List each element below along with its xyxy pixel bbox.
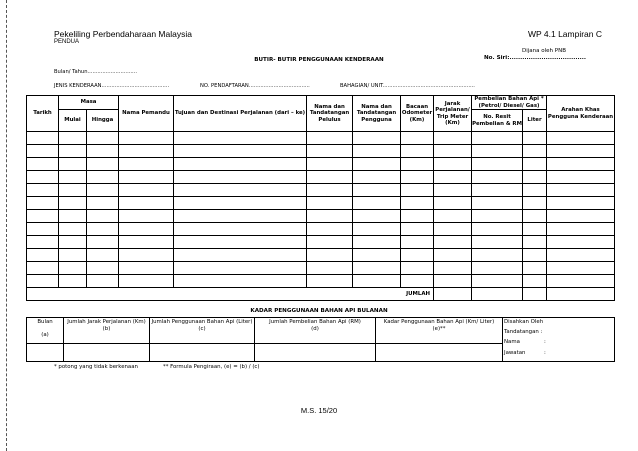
table-cell[interactable] <box>87 145 119 158</box>
fuel-cell-jarak[interactable] <box>64 344 150 362</box>
fuel-col-penggunaan-label: Jumlah Penggunaan Bahan Api (Liter) <box>151 319 253 325</box>
registration-number-field: NO. PENDAFTARAN..................................... <box>200 83 310 89</box>
total-row <box>27 288 615 301</box>
table-cell[interactable] <box>547 249 615 262</box>
header-nama-pelulus: Nama dan Tandatangan Pelulus <box>307 96 353 132</box>
table-cell[interactable] <box>353 145 401 158</box>
table-cell[interactable] <box>401 223 434 236</box>
table-cell[interactable] <box>119 236 174 249</box>
table-row <box>27 210 615 223</box>
fuel-col-jarak-code: (b) <box>102 325 111 332</box>
fuel-rate-table <box>26 317 615 362</box>
table-cell[interactable] <box>547 275 615 288</box>
header-mulai: Mulai <box>59 110 87 132</box>
header-arahan-khas: Arahan Khas Pengguna Kenderaan <box>547 96 615 132</box>
table-cell[interactable] <box>59 249 87 262</box>
table-row <box>27 249 615 262</box>
table-cell[interactable] <box>434 262 472 275</box>
table-cell[interactable] <box>353 262 401 275</box>
fuel-cell-kadar[interactable] <box>376 344 503 362</box>
table-row <box>27 275 615 288</box>
table-cell[interactable] <box>547 184 615 197</box>
department-field: BAHAGIAN/ UNIT........................................................ <box>340 83 475 89</box>
table-cell[interactable] <box>174 262 307 275</box>
form-title: BUTIR- BUTIR PENGGUNAAN KENDERAAN <box>254 57 384 63</box>
table-cell[interactable] <box>307 275 353 288</box>
header-masa: Masa <box>59 96 119 110</box>
table-cell[interactable] <box>174 236 307 249</box>
table-cell[interactable] <box>523 132 547 145</box>
table-cell[interactable] <box>547 197 615 210</box>
header-nama-pemandu: Nama Pemandu <box>119 96 174 132</box>
table-cell[interactable] <box>27 184 59 197</box>
header-liter: Liter <box>523 110 547 132</box>
table-row <box>27 132 615 145</box>
table-cell[interactable] <box>401 145 434 158</box>
table-cell[interactable] <box>27 132 59 145</box>
fuel-col-jarak-label: Jumlah Jarak Perjalanan (Km) <box>67 319 146 325</box>
table-cell[interactable] <box>174 249 307 262</box>
table-cell[interactable] <box>59 197 87 210</box>
table-cell[interactable] <box>353 275 401 288</box>
table-cell[interactable] <box>27 210 59 223</box>
table-row <box>27 223 615 236</box>
table-cell[interactable] <box>434 158 472 171</box>
table-cell[interactable] <box>119 184 174 197</box>
table-cell[interactable] <box>434 249 472 262</box>
table-cell[interactable] <box>174 223 307 236</box>
total-cell[interactable] <box>523 288 547 301</box>
table-cell[interactable] <box>59 158 87 171</box>
table-cell[interactable] <box>119 262 174 275</box>
approval-name-label: Nama <box>504 338 520 345</box>
table-cell[interactable] <box>87 210 119 223</box>
table-cell[interactable] <box>307 249 353 262</box>
table-row <box>27 158 615 171</box>
table-cell[interactable] <box>174 158 307 171</box>
table-cell[interactable] <box>401 158 434 171</box>
vehicle-type-field: JENIS KENDERAAN......................................... <box>54 83 170 89</box>
table-cell[interactable] <box>174 132 307 145</box>
table-cell[interactable] <box>119 132 174 145</box>
fuel-col-penggunaan-code: (c) <box>198 325 206 332</box>
fuel-col-kadar <box>376 318 503 344</box>
table-cell[interactable] <box>472 210 523 223</box>
table-cell[interactable] <box>87 249 119 262</box>
table-cell[interactable] <box>353 210 401 223</box>
table-row <box>27 236 615 249</box>
header-pembelian-bahan-api: Pembelian Bahan Api *(Petrol/ Diesel/ Gas) <box>472 96 547 110</box>
table-cell[interactable] <box>307 171 353 184</box>
table-cell[interactable] <box>174 275 307 288</box>
footnote-formula: ** Formula Pengiraan, (e) = (b) / (c) <box>163 364 260 370</box>
table-cell[interactable] <box>523 171 547 184</box>
total-label: JUMLAH <box>27 288 434 301</box>
table-cell[interactable] <box>353 236 401 249</box>
table-cell[interactable] <box>87 171 119 184</box>
table-cell[interactable] <box>353 171 401 184</box>
total-cell[interactable] <box>547 288 615 301</box>
table-cell[interactable] <box>523 184 547 197</box>
fuel-col-jarak <box>64 318 150 344</box>
table-cell[interactable] <box>27 158 59 171</box>
table-cell[interactable] <box>472 184 523 197</box>
fuel-col-bulan-code: (a) <box>41 331 49 338</box>
table-cell[interactable] <box>27 145 59 158</box>
table-cell[interactable] <box>27 249 59 262</box>
fuel-col-penggunaan <box>150 318 255 344</box>
table-cell[interactable] <box>434 145 472 158</box>
table-cell[interactable] <box>401 210 434 223</box>
table-cell[interactable] <box>87 236 119 249</box>
table-cell[interactable] <box>27 262 59 275</box>
table-cell[interactable] <box>472 158 523 171</box>
header-tarikh: Tarikh <box>27 96 59 132</box>
header-jarak-perjalanan: Jarak Perjalanan/ Trip Meter (Km) <box>434 96 472 132</box>
table-cell[interactable] <box>401 262 434 275</box>
table-cell[interactable] <box>119 223 174 236</box>
table-row <box>27 145 615 158</box>
table-cell[interactable] <box>434 184 472 197</box>
table-cell[interactable] <box>472 236 523 249</box>
table-row <box>27 184 615 197</box>
table-cell[interactable] <box>87 184 119 197</box>
table-cell[interactable] <box>119 197 174 210</box>
table-cell[interactable] <box>353 197 401 210</box>
fuel-cell-penggunaan[interactable] <box>150 344 255 362</box>
table-cell[interactable] <box>523 236 547 249</box>
table-cell[interactable] <box>401 132 434 145</box>
fuel-cell-bulan[interactable] <box>27 344 64 362</box>
table-cell[interactable] <box>472 145 523 158</box>
table-cell[interactable] <box>87 262 119 275</box>
table-cell[interactable] <box>307 145 353 158</box>
fuel-col-pembelian-label: Jumlah Pembelian Bahan Api (RM) <box>269 319 361 325</box>
table-cell[interactable] <box>434 236 472 249</box>
table-cell[interactable] <box>523 145 547 158</box>
table-cell[interactable] <box>401 197 434 210</box>
total-cell[interactable] <box>434 288 472 301</box>
table-cell[interactable] <box>27 171 59 184</box>
table-cell[interactable] <box>472 262 523 275</box>
table-cell[interactable] <box>547 158 615 171</box>
fuel-col-kadar-label: Kadar Penggunaan Bahan Api (Km/ Liter) <box>383 319 495 325</box>
table-cell[interactable] <box>472 171 523 184</box>
table-cell[interactable] <box>523 262 547 275</box>
table-cell[interactable] <box>174 171 307 184</box>
table-cell[interactable] <box>307 132 353 145</box>
table-cell[interactable] <box>27 223 59 236</box>
table-cell[interactable] <box>523 275 547 288</box>
table-row <box>27 262 615 275</box>
approval-disahkan-label: Disahkan Oleh <box>504 319 544 325</box>
table-cell[interactable] <box>401 249 434 262</box>
fuel-col-kadar-code: (e)** <box>432 325 446 332</box>
table-cell[interactable] <box>59 171 87 184</box>
serial-number-field: No. Siri:.................................... <box>484 55 586 61</box>
header-no-resit: No. Resit Pembelian & RM <box>472 110 523 132</box>
table-cell[interactable] <box>307 197 353 210</box>
table-cell[interactable] <box>547 262 615 275</box>
table-cell[interactable] <box>307 184 353 197</box>
table-cell[interactable] <box>547 236 615 249</box>
approval-block <box>503 318 615 362</box>
fuel-col-pembelian <box>255 318 376 344</box>
table-cell[interactable] <box>307 236 353 249</box>
table-cell[interactable] <box>87 158 119 171</box>
table-cell[interactable] <box>401 236 434 249</box>
table-cell[interactable] <box>547 223 615 236</box>
fuel-col-bulan <box>27 318 64 344</box>
table-cell[interactable] <box>472 197 523 210</box>
table-cell[interactable] <box>59 132 87 145</box>
table-cell[interactable] <box>547 171 615 184</box>
table-cell[interactable] <box>523 223 547 236</box>
approval-position-colon: : <box>544 350 546 357</box>
table-cell[interactable] <box>119 275 174 288</box>
fuel-rate-title: KADAR PENGGUNAAN BAHAN API BULANAN <box>250 308 388 314</box>
total-cell[interactable] <box>472 288 523 301</box>
table-cell[interactable] <box>119 145 174 158</box>
table-cell[interactable] <box>353 249 401 262</box>
table-cell[interactable] <box>523 249 547 262</box>
fuel-col-bulan-label: Bulan <box>37 319 53 325</box>
table-cell[interactable] <box>87 197 119 210</box>
fuel-cell-pembelian[interactable] <box>255 344 376 362</box>
table-cell[interactable] <box>472 249 523 262</box>
page-code: M.S. 15/20 <box>300 406 338 415</box>
table-cell[interactable] <box>401 184 434 197</box>
table-cell[interactable] <box>59 184 87 197</box>
table-cell[interactable] <box>434 223 472 236</box>
table-cell[interactable] <box>119 210 174 223</box>
table-cell[interactable] <box>59 145 87 158</box>
vehicle-usage-table <box>26 95 615 301</box>
fuel-col-pembelian-code: (d) <box>311 325 319 332</box>
table-cell[interactable] <box>27 275 59 288</box>
table-cell[interactable] <box>434 171 472 184</box>
table-cell[interactable] <box>353 158 401 171</box>
table-cell[interactable] <box>174 184 307 197</box>
table-cell[interactable] <box>353 223 401 236</box>
table-cell[interactable] <box>523 158 547 171</box>
binding-margin-line <box>6 0 7 451</box>
table-cell[interactable] <box>174 210 307 223</box>
table-cell[interactable] <box>87 275 119 288</box>
header-tujuan-destinasi: Tujuan dan Destinasi Perjalanan (dari – ke) <box>174 96 307 132</box>
table-cell[interactable] <box>87 223 119 236</box>
table-cell[interactable] <box>434 132 472 145</box>
table-cell[interactable] <box>59 210 87 223</box>
table-cell[interactable] <box>307 210 353 223</box>
approval-signature-field: Tandatangan : <box>504 328 543 335</box>
table-cell[interactable] <box>307 262 353 275</box>
issuer-note: Dijana oleh PNB <box>522 48 566 54</box>
document-reference: WP 4.1 Lampiran C <box>528 29 603 39</box>
table-cell[interactable] <box>27 236 59 249</box>
table-cell[interactable] <box>472 132 523 145</box>
table-cell[interactable] <box>119 171 174 184</box>
table-cell[interactable] <box>434 197 472 210</box>
table-cell[interactable] <box>119 249 174 262</box>
approval-position-label: Jawatan <box>504 350 526 357</box>
table-cell[interactable] <box>87 132 119 145</box>
table-cell[interactable] <box>353 132 401 145</box>
table-row <box>27 197 615 210</box>
table-cell[interactable] <box>472 223 523 236</box>
table-cell[interactable] <box>119 158 174 171</box>
month-year-field: Bulan/ Tahun.............................. <box>54 69 137 75</box>
table-cell[interactable] <box>59 236 87 249</box>
approval-name-field <box>504 339 613 346</box>
table-cell[interactable] <box>174 197 307 210</box>
header-hingga: Hingga <box>87 110 119 132</box>
footnote-strike: * potong yang tidak berkenaan <box>54 364 138 370</box>
table-cell[interactable] <box>174 145 307 158</box>
table-cell[interactable] <box>547 132 615 145</box>
document-title: Pekeliling Perbendaharaan Malaysia <box>54 29 192 39</box>
table-cell[interactable] <box>523 197 547 210</box>
approval-name-colon: : <box>544 338 546 345</box>
table-cell[interactable] <box>547 210 615 223</box>
table-cell[interactable] <box>547 145 615 158</box>
table-cell[interactable] <box>401 275 434 288</box>
table-cell[interactable] <box>27 197 59 210</box>
table-cell[interactable] <box>401 171 434 184</box>
table-cell[interactable] <box>307 158 353 171</box>
table-cell[interactable] <box>523 210 547 223</box>
table-cell[interactable] <box>59 262 87 275</box>
header-odometer: Bacaan Odometer (Km) <box>401 96 434 132</box>
table-cell[interactable] <box>472 275 523 288</box>
header-nama-pengguna: Nama dan Tandatangan Pengguna <box>353 96 401 132</box>
table-cell[interactable] <box>59 275 87 288</box>
approval-position-field <box>504 350 613 357</box>
table-cell[interactable] <box>434 210 472 223</box>
table-cell[interactable] <box>434 275 472 288</box>
table-cell[interactable] <box>353 184 401 197</box>
document-copy-label: PENDUA <box>54 39 80 45</box>
table-row <box>27 171 615 184</box>
table-cell[interactable] <box>59 223 87 236</box>
table-cell[interactable] <box>307 223 353 236</box>
